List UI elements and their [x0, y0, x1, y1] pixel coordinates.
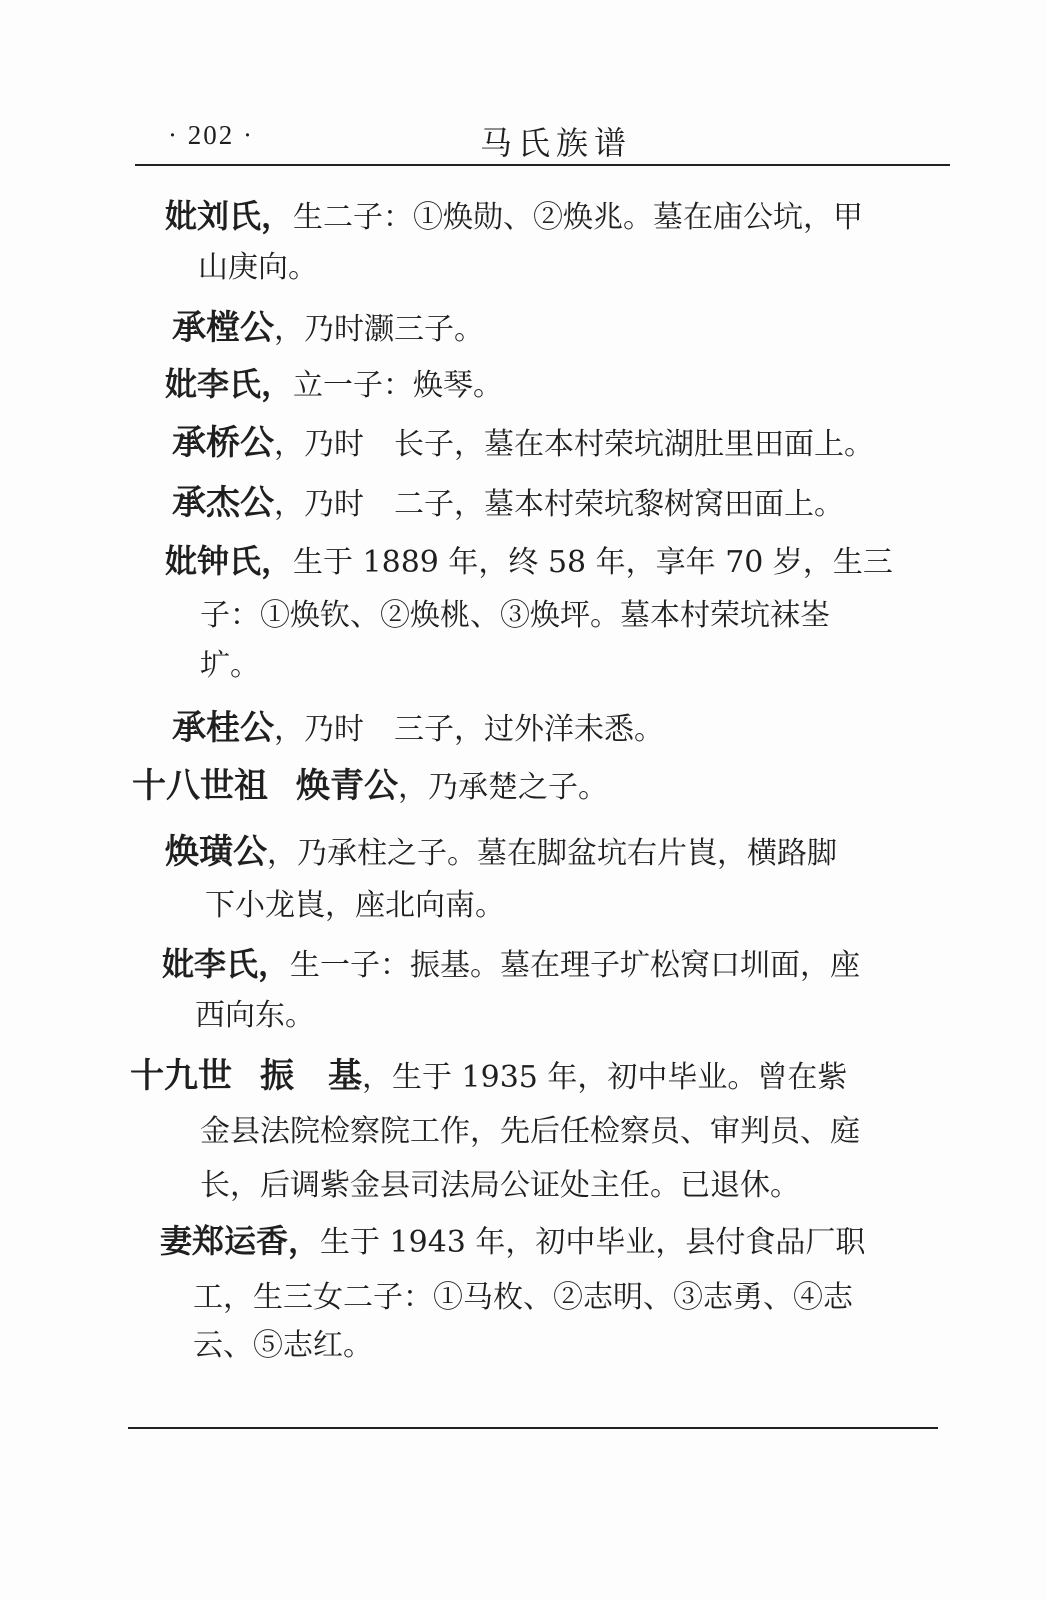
entry-name: 焕青公: [296, 766, 398, 806]
book-title: 马氏族谱: [480, 124, 633, 162]
entry-name: 妣李氏，: [162, 945, 291, 983]
entry-text: ，生于 1935 年，初中毕业。曾在紫: [362, 1060, 848, 1095]
entry-continuation: 西向东。: [195, 998, 315, 1033]
page-number: · 202 ·: [168, 120, 254, 150]
entry-text: 生一子：振基。墓在理子圹松窝口圳面，座: [290, 948, 861, 983]
entry-continuation: 云、⑤志红。: [193, 1328, 373, 1363]
entry-name: 振 基: [260, 1056, 362, 1096]
entry-name: 妣钟氏，: [165, 542, 294, 580]
entry-text: 生于 1943 年，初中毕业，县付食品厂职: [320, 1225, 866, 1260]
generation-label: 十九世: [130, 1056, 232, 1096]
entry-text: ，乃承柱之子。墓在脚盆坑右片崀，横路脚: [267, 836, 837, 871]
footer-rule: [128, 1427, 938, 1429]
entry-zhong: [165, 535, 893, 589]
entry-chengqiao: [172, 417, 874, 471]
entry-name: 妣刘氏，: [165, 197, 294, 235]
entry-name: 妣李氏，: [165, 365, 294, 403]
generation-label: 十八世祖: [132, 766, 268, 806]
entry-text: ，乃承楚之子。: [398, 770, 608, 805]
entry-chengjie: [172, 477, 844, 531]
entry-continuation: 金县法院检察院工作，先后任检察员、审判员、庭: [200, 1114, 860, 1149]
entry-name: 承杰公: [172, 483, 274, 523]
entry-text: ，乃时 二子，墓本村荣坑黎树窝田面上。: [274, 487, 844, 522]
entry-gen-19: [130, 1050, 847, 1104]
entry-liu: [165, 190, 863, 244]
entry-name: 妻郑运香，: [160, 1222, 321, 1260]
entry-continuation: 长，后调紫金县司法局公证处主任。已退休。: [200, 1168, 800, 1203]
entry-chenggui: [172, 702, 664, 756]
entry-continuation: 下小龙崀，座北向南。: [205, 888, 505, 923]
entry-zheng: [160, 1215, 865, 1269]
entry-name: 承樘公: [172, 308, 274, 348]
entry-name: 焕璜公: [165, 832, 267, 872]
entry-text: ，乃时 三子，过外洋未悉。: [274, 712, 664, 747]
entry-huanhuang: [165, 826, 837, 880]
entry-text: 生于 1889 年，终 58 年，享年 70 岁，生三: [293, 545, 893, 580]
header-rule: [135, 164, 950, 166]
entry-chengtang: [172, 302, 484, 356]
entry-li-2: [162, 938, 860, 992]
entry-gen-18: [132, 760, 608, 814]
entry-continuation: 子：①焕钦、②焕桃、③焕坪。墓本村荣坑袜峑: [200, 598, 830, 633]
entry-text: ，乃时灏三子。: [274, 312, 484, 347]
entry-name: 承桥公: [172, 423, 274, 463]
entry-continuation: 山庚向。: [198, 250, 318, 285]
entry-text: 生二子：①焕勋、②焕兆。墓在庙公坑，甲: [293, 200, 864, 235]
entry-li-1: [165, 358, 503, 412]
entry-text: 立一子：焕琴。: [293, 368, 504, 403]
entry-name: 承桂公: [172, 708, 274, 748]
entry-text: ，乃时 长子，墓在本村荣坑湖肚里田面上。: [274, 427, 874, 462]
entry-continuation: 工，生三女二子：①马枚、②志明、③志勇、④志: [193, 1280, 853, 1315]
entry-continuation: 圹。: [200, 648, 260, 683]
